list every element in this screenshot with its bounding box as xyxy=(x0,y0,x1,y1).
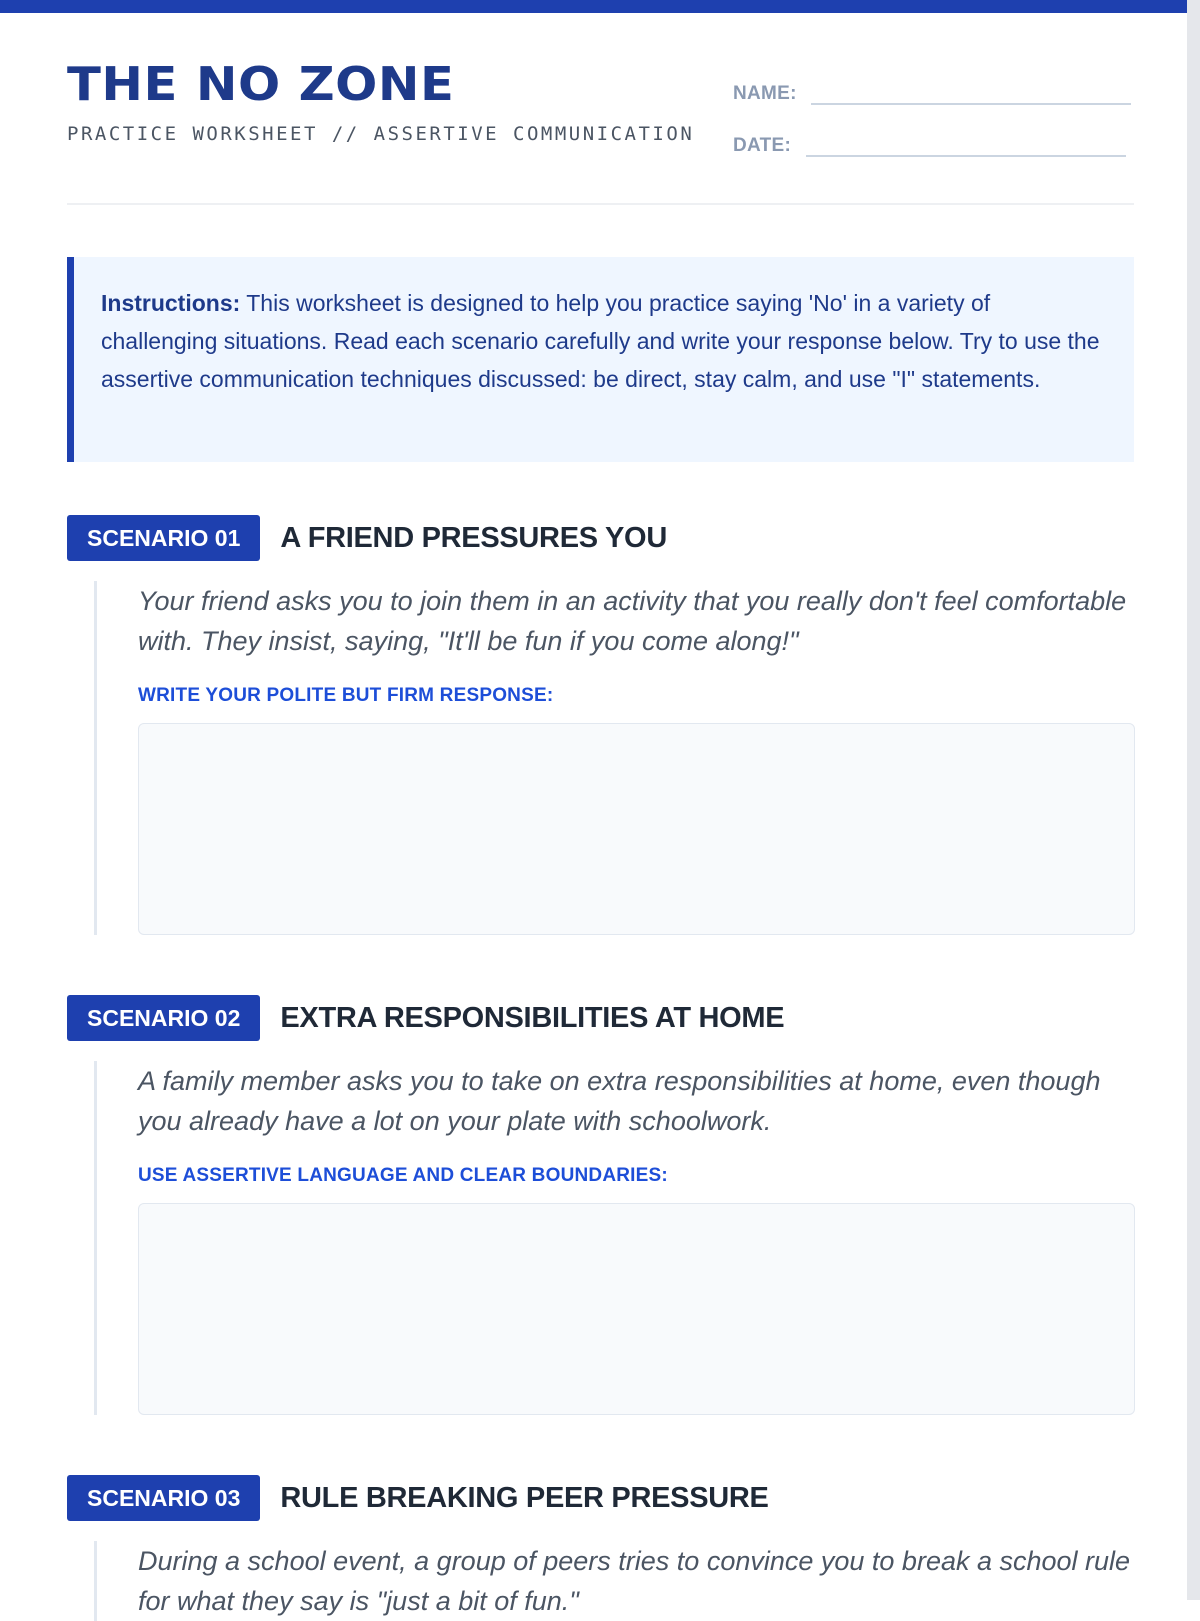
scenario-header xyxy=(67,1475,1134,1521)
scenario-card xyxy=(67,515,1134,935)
worksheet-header xyxy=(67,13,1134,205)
scenario-title: RULE BREAKING PEER PRESSURE xyxy=(280,1481,769,1514)
date-field xyxy=(733,127,1126,157)
scenario-badge: SCENARIO 02 xyxy=(67,995,260,1041)
scenario-prompt: A family member asks you to take on extra responsibilities at home, even though you already have a lot on your plate with schoolwork. xyxy=(138,1066,1101,1136)
date-label: DATE: xyxy=(733,135,792,156)
page-subtitle: PRACTICE WORKSHEET // ASSERTIVE COMMUNICATION xyxy=(67,123,695,145)
instructions-box xyxy=(67,257,1134,462)
instructions-text: This worksheet is designed to help you practice saying 'No' in a variety of challenging situations. Read each scenario carefully and write your response below. Try to use the assertive communication techniques discussed: be direct, stay calm, and use "I" statements. xyxy=(101,290,1100,392)
scenario-card xyxy=(67,995,1134,1415)
worksheet-page xyxy=(67,13,1134,1616)
scenario-title: A FRIEND PRESSURES YOU xyxy=(280,521,667,554)
date-input-line[interactable] xyxy=(806,127,1126,157)
scenario-header xyxy=(67,515,1134,561)
scenario-body xyxy=(94,581,1134,935)
scenario-card xyxy=(67,1475,1134,1621)
name-field xyxy=(733,75,1131,105)
scenario-badge: SCENARIO 03 xyxy=(67,1475,260,1521)
scenario-body xyxy=(94,1541,1134,1621)
response-textarea[interactable] xyxy=(138,1203,1135,1415)
scenario-title: EXTRA RESPONSIBILITIES AT HOME xyxy=(280,1001,785,1034)
page-title: THE NO ZONE xyxy=(67,57,455,111)
scenario-prompt: Your friend asks you to join them in an activity that you really don't feel comfortable with. They insist, saying, "It'll be fun if you come along!" xyxy=(138,586,1127,656)
scenario-prompt: During a school event, a group of peers tries to convince you to break a school rule for what they say is "just a bit of fun." xyxy=(138,1546,1131,1616)
scenario-header xyxy=(67,995,1134,1041)
instructions-lead: Instructions: xyxy=(101,290,241,316)
name-input-line[interactable] xyxy=(811,75,1131,105)
response-label: USE ASSERTIVE LANGUAGE AND CLEAR BOUNDARIES: xyxy=(138,1165,668,1186)
top-accent-bar xyxy=(0,0,1187,13)
scenario-body xyxy=(94,1061,1134,1415)
name-label: NAME: xyxy=(733,83,797,104)
page-edge xyxy=(1187,0,1200,1600)
response-label: WRITE YOUR POLITE BUT FIRM RESPONSE: xyxy=(138,685,554,706)
response-textarea[interactable] xyxy=(138,723,1135,935)
scenario-badge: SCENARIO 01 xyxy=(67,515,260,561)
